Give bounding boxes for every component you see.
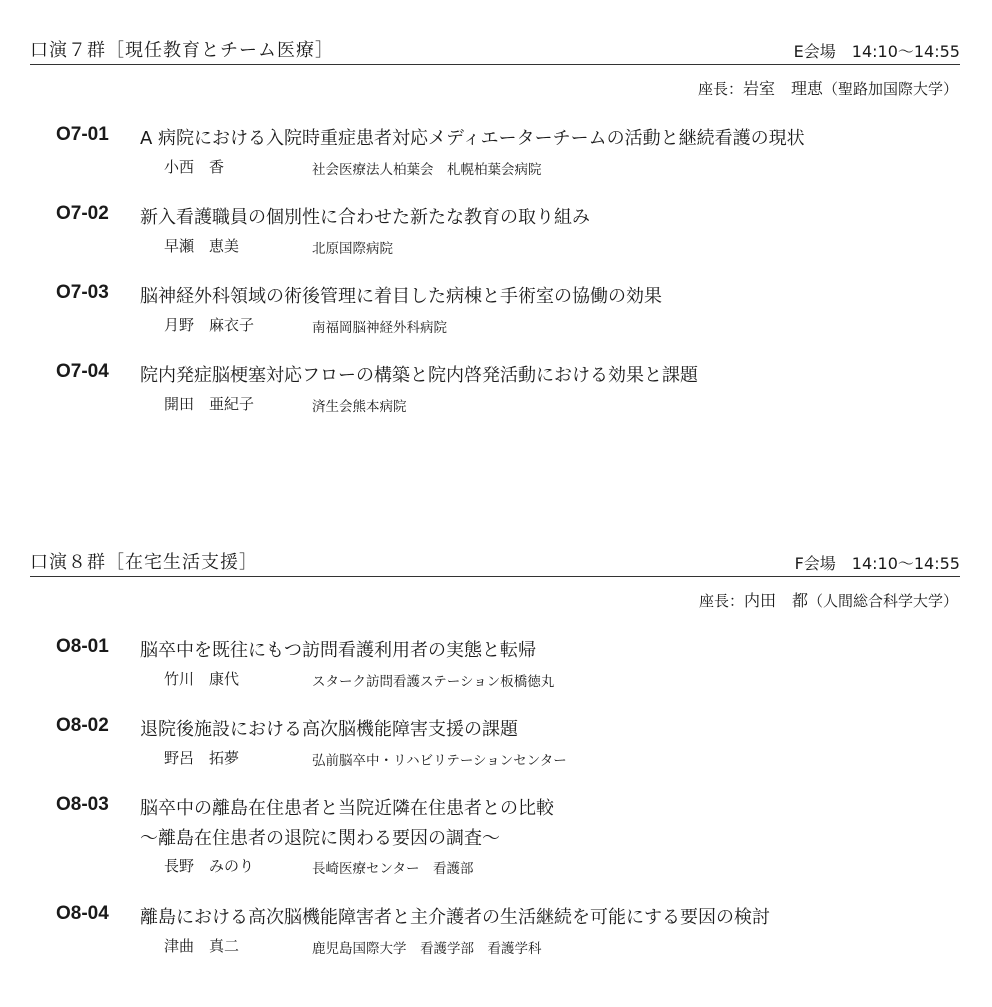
chair-label: 座長：: [697, 80, 743, 98]
presentation-id: O7-01: [56, 124, 109, 145]
chair-name: 岩室 理恵: [742, 79, 823, 98]
chair-affiliation: （人間総合科学大学）: [807, 592, 958, 610]
session-title: 口演８群［在宅生活支援］: [30, 552, 258, 573]
chair-affiliation: （聖路加国際大学）: [822, 80, 958, 98]
presentation-title: 退院後施設における高次脳機能障害支援の課題: [140, 719, 518, 740]
session-room-time: F会場 14:10〜14:55: [794, 554, 960, 573]
presenter-affiliation: 社会医療法人柏葉会 札幌柏葉会病院: [312, 162, 542, 178]
session-header: [30, 34, 960, 65]
presenter-name: 早瀬 恵美: [164, 237, 240, 255]
presentation-id: O7-03: [56, 282, 109, 303]
presentation-title: 離島における高次脳機能障害者と主介護者の生活継続を可能にする要因の検討: [140, 907, 770, 928]
presenter-name: 津曲 真二: [164, 937, 240, 955]
session-room-time: E会場 14:10〜14:55: [793, 42, 960, 61]
presenter-affiliation: 弘前脳卒中・リハビリテーションセンター: [312, 753, 567, 769]
presenter-name: 小西 香: [164, 158, 225, 176]
session-header: [30, 546, 960, 577]
presenter-affiliation: 長崎医療センター 看護部: [312, 861, 474, 877]
presentation-title: 院内発症脳梗塞対応フローの構築と院内啓発活動における効果と課題: [140, 365, 698, 386]
presenter-affiliation: スターク訪問看護ステーション板橋徳丸: [312, 674, 555, 690]
presentation-title: 脳卒中の離島在住患者と当院近隣在住患者との比較: [140, 798, 554, 819]
session-title: 口演７群［現任教育とチーム医療］: [30, 40, 334, 61]
presenter-affiliation: 済生会熊本病院: [312, 399, 407, 415]
session-chair: [698, 76, 958, 99]
presenter-affiliation: 南福岡脳神経外科病院: [312, 320, 447, 336]
chair-label: 座長：: [698, 592, 744, 610]
presenter-name: 野呂 拓夢: [164, 749, 240, 767]
presenter-affiliation: 鹿児島国際大学 看護学部 看護学科: [312, 941, 542, 957]
presentation-subtitle: 〜離島在住患者の退院に関わる要因の調査〜: [140, 828, 500, 849]
presentation-title: A 病院における入院時重症患者対応メディエーターチームの活動と継続看護の現状: [140, 128, 805, 149]
presenter-name: 開田 亜紀子: [164, 395, 255, 413]
presenter-name: 長野 みのり: [164, 857, 255, 875]
presentation-id: O8-01: [56, 636, 109, 657]
presentation-title: 脳卒中を既往にもつ訪問看護利用者の実態と転帰: [140, 640, 536, 661]
presentation-title: 脳神経外科領域の術後管理に着目した病棟と手術室の協働の効果: [140, 286, 662, 307]
presenter-name: 月野 麻衣子: [164, 316, 255, 334]
presentation-id: O7-02: [56, 203, 109, 224]
session-chair: [699, 588, 958, 611]
presentation-id: O8-04: [56, 903, 109, 924]
presentation-id: O7-04: [56, 361, 109, 382]
presentation-title: 新入看護職員の個別性に合わせた新たな教育の取り組み: [140, 207, 590, 228]
presenter-name: 竹川 康代: [164, 670, 240, 688]
presenter-affiliation: 北原国際病院: [312, 241, 393, 257]
chair-name: 内田 都: [743, 591, 808, 610]
presentation-id: O8-03: [56, 794, 109, 815]
presentation-id: O8-02: [56, 715, 109, 736]
